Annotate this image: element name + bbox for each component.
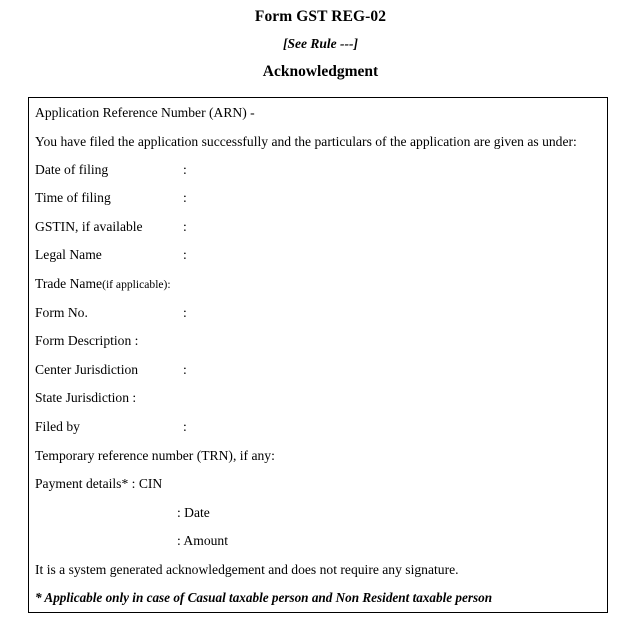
field-colon: :: [183, 218, 187, 234]
field-colon: :: [183, 247, 187, 263]
field-row-date-of-filing: [29, 163, 607, 192]
field-colon: :: [183, 161, 187, 177]
intro-statement-row: [29, 135, 607, 163]
field-row-payment-details: [29, 477, 607, 506]
field-label: Time of filing: [35, 190, 111, 206]
field-label: Legal Name: [35, 247, 102, 263]
field-row-time-of-filing: [29, 191, 607, 220]
field-colon: :: [183, 304, 187, 320]
field-colon: :: [183, 190, 187, 206]
arn-row: [29, 106, 607, 135]
rule-reference: [See Rule ---]: [283, 35, 358, 51]
arn-label: Application Reference Number (ARN) -: [35, 105, 255, 120]
field-label: Trade Name: [35, 275, 103, 291]
field-colon: :: [183, 418, 187, 434]
field-row-gstin: [29, 220, 607, 249]
field-row-filed-by: [29, 420, 607, 449]
field-label: Date of filing: [35, 161, 109, 177]
field-colon: :: [183, 361, 187, 377]
field-row-payment-amount: [29, 534, 607, 563]
field-label: Center Jurisdiction: [35, 361, 139, 377]
payment-amount-label: : Amount: [177, 533, 228, 549]
field-label: Form No.: [35, 304, 88, 320]
field-row-trn: [29, 449, 607, 478]
footnote-row: [29, 591, 607, 604]
acknowledgment-title: Acknowledgment: [262, 63, 379, 81]
document-header: [0, 0, 641, 83]
field-label: State Jurisdiction :: [35, 390, 137, 406]
field-label: Filed by: [35, 418, 80, 434]
payment-date-label: : Date: [177, 504, 210, 520]
intro-statement-text: You have filed the application successfully and the particulars of the application are given as under:: [35, 133, 577, 149]
field-label: Temporary reference number (TRN), if any:: [35, 447, 275, 463]
footnote-text: * Applicable only in case of Casual taxable person and Non Resident taxable person: [35, 589, 493, 605]
page-title: Form GST REG-02: [254, 8, 387, 25]
field-row-form-no: [29, 306, 607, 335]
system-generated-statement-text: It is a system generated acknowledgement and does not require any signature.: [35, 561, 459, 577]
field-row-state-jurisdiction: [29, 391, 607, 420]
system-generated-statement-row: [29, 563, 607, 591]
field-label: GSTIN, if available: [35, 218, 143, 234]
field-row-payment-date: [29, 506, 607, 535]
field-label-note: (if applicable):: [102, 277, 171, 291]
field-row-form-description: [29, 334, 607, 363]
field-label: Payment details* : CIN: [35, 476, 163, 492]
acknowledgment-box: [28, 97, 608, 613]
field-row-center-jurisdiction: [29, 363, 607, 392]
field-row-legal-name: [29, 248, 607, 277]
field-label: Form Description :: [35, 333, 139, 349]
field-row-trade-name: [29, 277, 607, 306]
